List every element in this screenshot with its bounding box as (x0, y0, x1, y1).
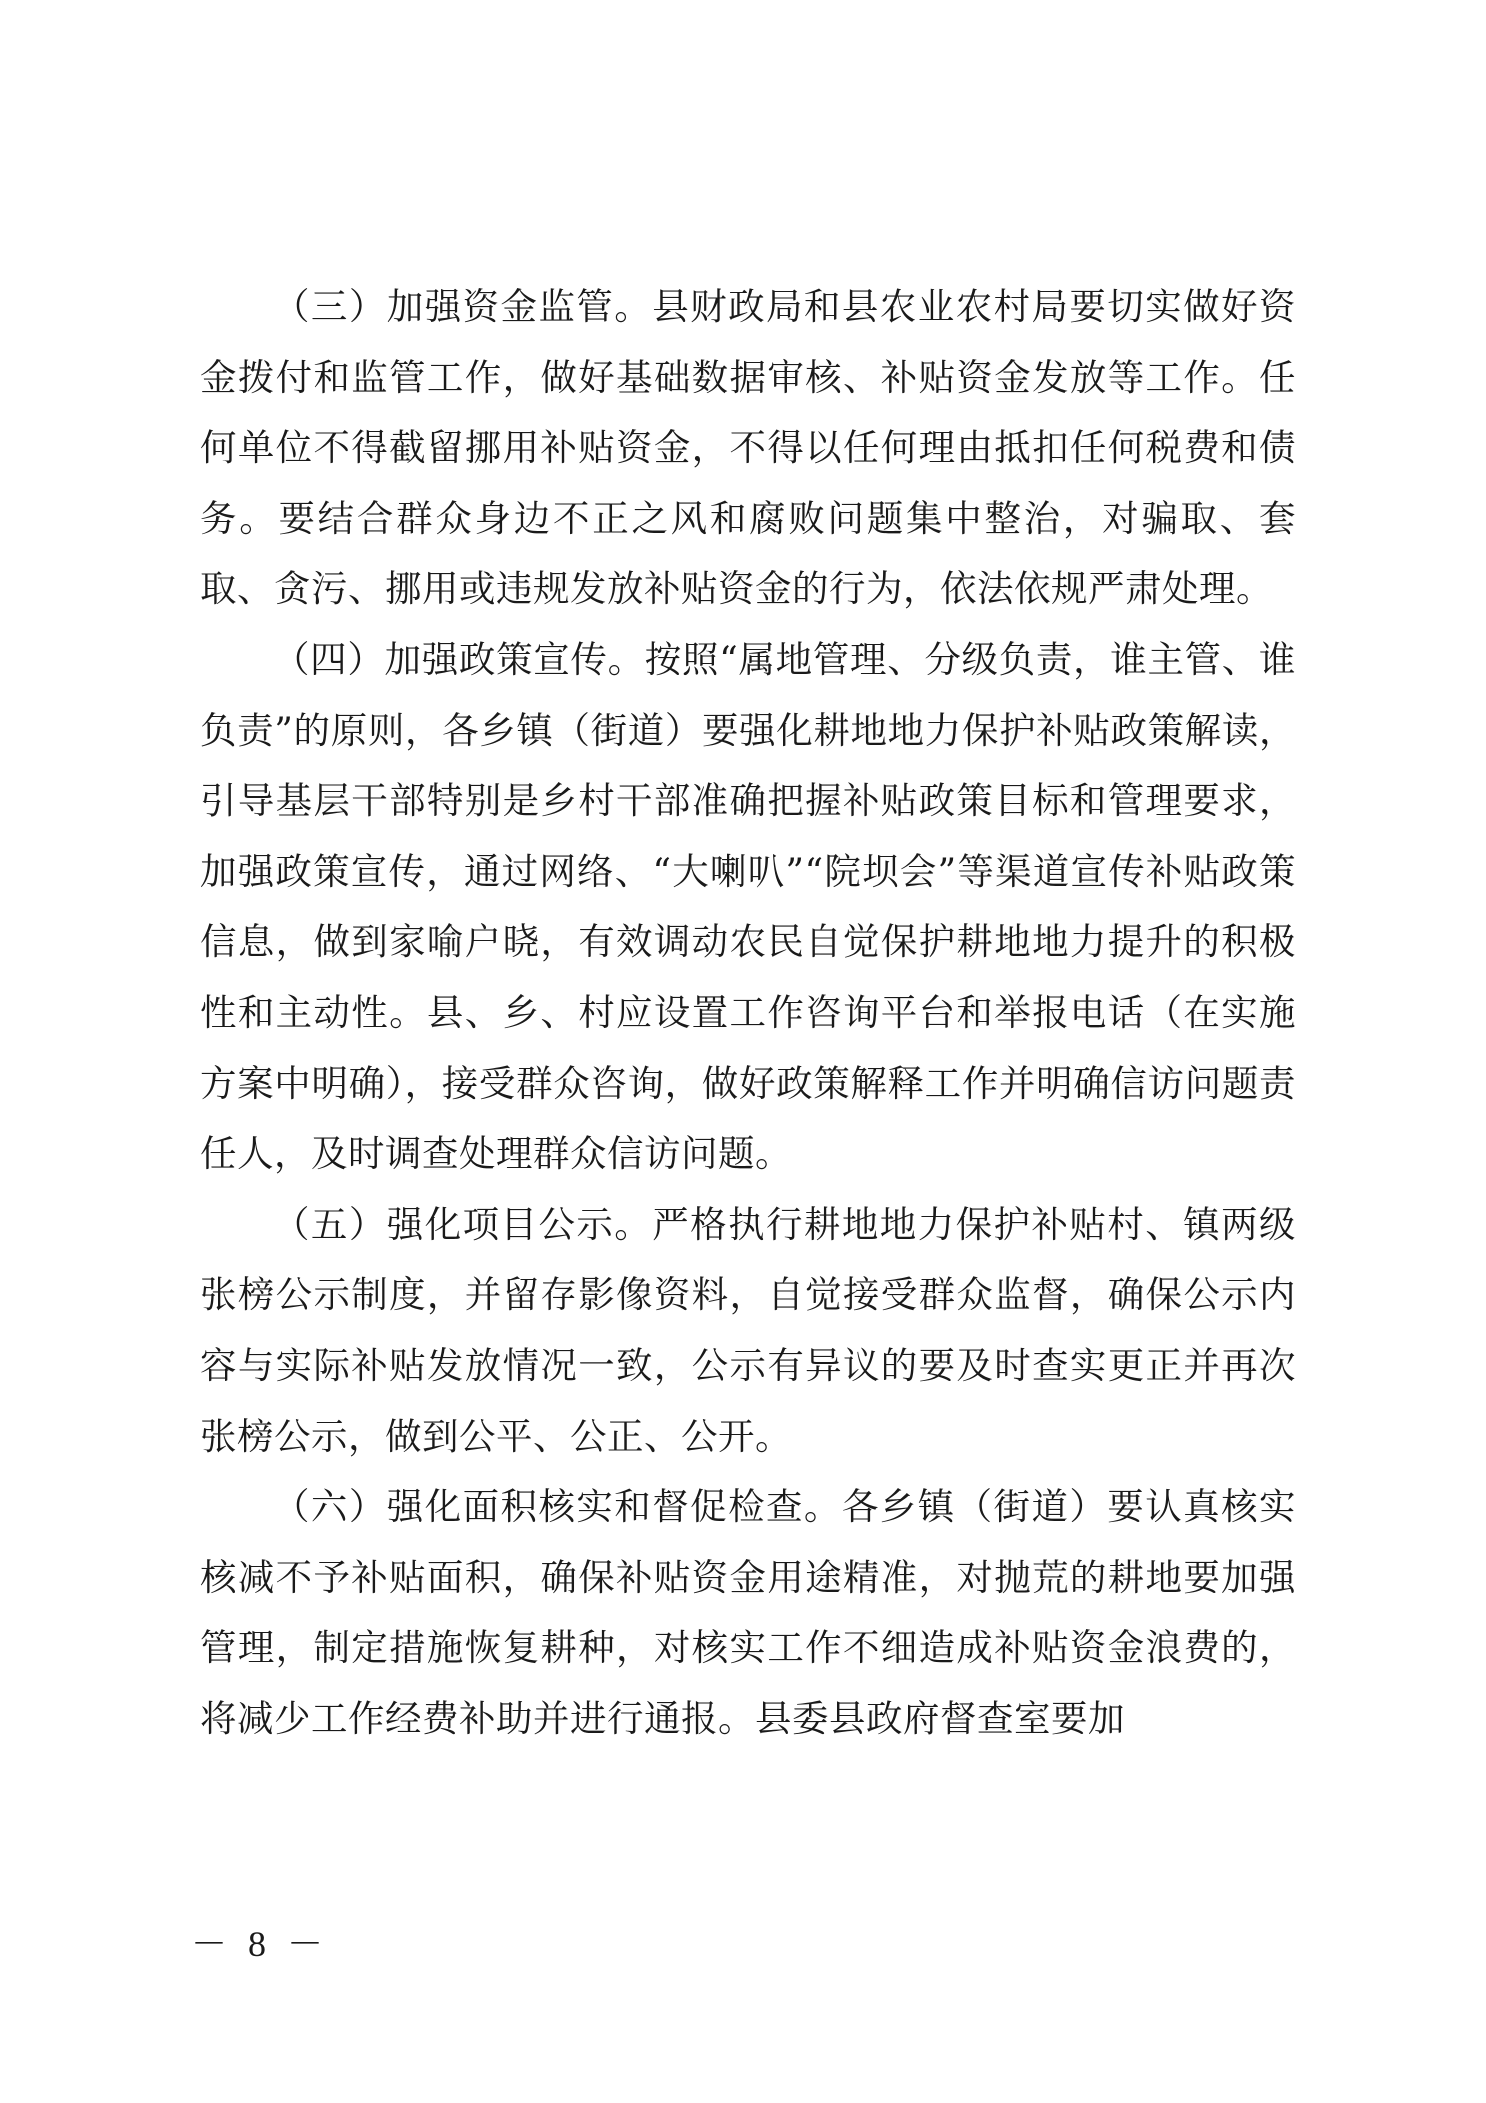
paragraph-area-verification: （六）强化面积核实和督促检查。各乡镇（街道）要认真核实核减不予补贴面积，确保补贴资金用途精准，对抛荒的耕地要加强管理，制定措施恢复耕种，对核实工作不细造成补贴资金浪费的，将减少工作经费补助并进行通报。县委县政府督查室要加 (200, 1485, 1296, 1740)
paragraph-policy-publicity: （四）加强政策宣传。按照“属地管理、分级负责，谁主管、谁负责”的原则，各乡镇（街道）要强化耕地地力保护补贴政策解读，引导基层干部特别是乡村干部准确把握补贴政策目标和管理要求，加强政策宣传，通过网络、“大喇叭”“院坝会”等渠道宣传补贴政策信息，做到家喻户晓，有效调动农民自觉保护耕地地力提升的积极性和主动性。县、乡、村应设置工作咨询平台和举报电话（在实施方案中明确），接受群众咨询，做好政策解释工作并明确信访问题责任人，及时调查处理群众信访问题。 (200, 637, 1296, 1176)
page-number: － 8 － (190, 1924, 329, 1964)
document-body (200, 272, 1296, 1754)
paragraph-project-publicity: （五）强化项目公示。严格执行耕地地力保护补贴村、镇两级张榜公示制度，并留存影像资料，自觉接受群众监督，确保公示内容与实际补贴发放情况一致，公示有异议的要及时查实更正并再次张榜公示，做到公平、公正、公开。 (200, 1202, 1296, 1458)
paragraph-fund-supervision: （三）加强资金监管。县财政局和县农业农村局要切实做好资金拨付和监管工作，做好基础数据审核、补贴资金发放等工作。任何单位不得截留挪用补贴资金，不得以任何理由抵扣任何税费和债务。要结合群众身边不正之风和腐败问题集中整治，对骗取、套取、贪污、挪用或违规发放补贴资金的行为，依法依规严肃处理。 (200, 285, 1296, 611)
